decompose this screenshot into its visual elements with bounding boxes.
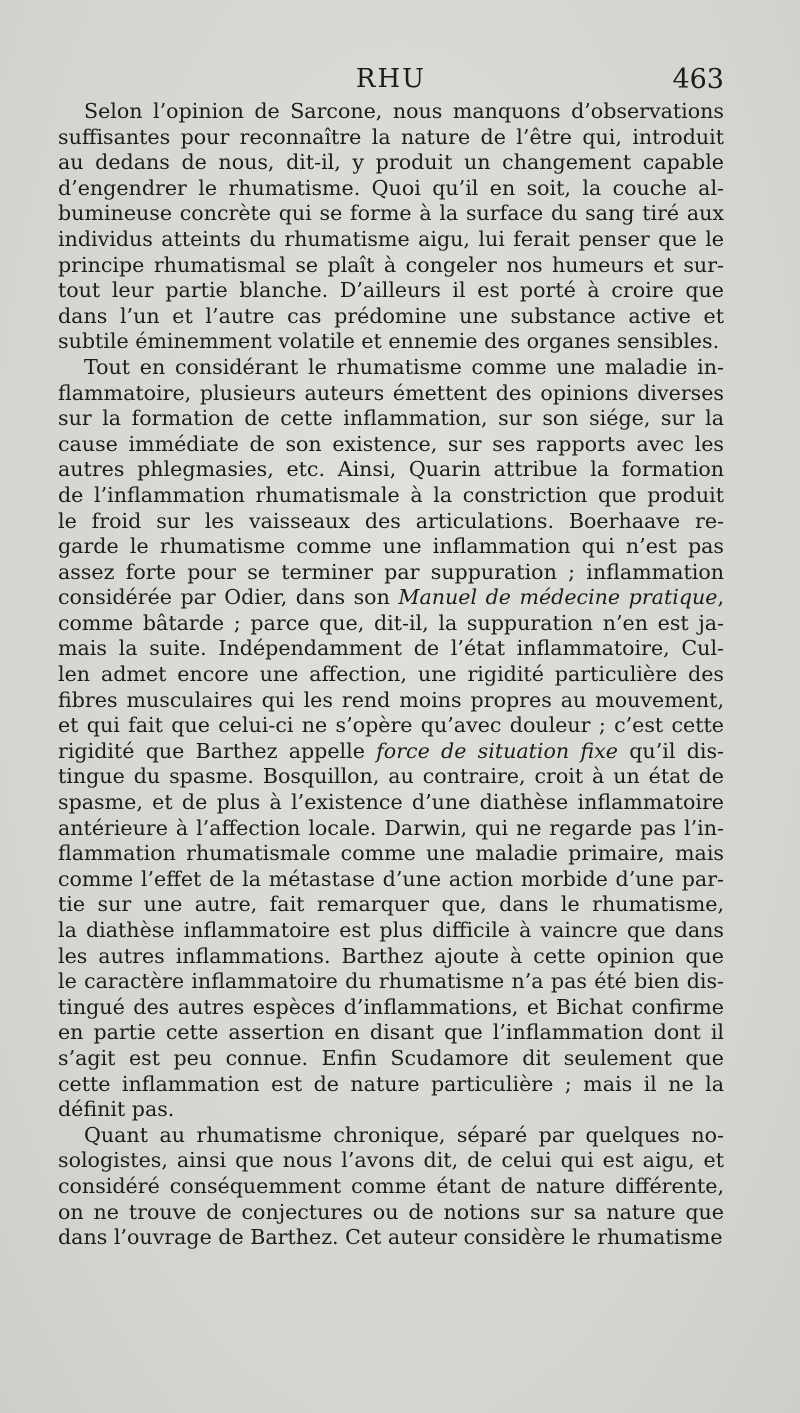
text-line — [58, 585, 724, 611]
text-segment: sologistes, ainsi que nous l’avons dit, de celui qui est aigu, et — [58, 1148, 724, 1173]
text-line — [58, 892, 724, 918]
text-line — [58, 764, 724, 790]
text-segment: Selon l’opinion de Sarcone, nous manquons d’observations — [84, 99, 724, 123]
text-line — [58, 381, 724, 407]
text-segment: spasme, et de plus à l’existence d’une diathèse inflammatoire — [58, 790, 724, 815]
text-segment: on ne trouve de conjectures ou de notions sur sa nature que — [58, 1199, 724, 1224]
text-segment: au dedans de nous, dit-il, y produit un changement capable — [58, 150, 724, 175]
text-segment: comme l’effet de la métastase d’une action morbide d’une par- — [58, 866, 724, 891]
text-line — [58, 816, 724, 842]
text-line — [58, 1123, 724, 1149]
text-line — [58, 1200, 724, 1226]
text-segment: la diathèse inflammatoire est plus difficile à vaincre que dans — [58, 918, 724, 942]
text-line — [58, 995, 724, 1021]
text-line — [58, 304, 724, 330]
text-segment: considéré conséquemment comme étant de nature différente, — [58, 1173, 724, 1198]
text-line — [58, 99, 724, 125]
text-line — [58, 125, 724, 151]
text-line — [58, 560, 724, 586]
text-line — [58, 1225, 724, 1251]
text-segment: suffisantes pour reconnaître la nature de l’être qui, introduit — [58, 124, 724, 149]
text-segment: fibres musculaires qui les rend moins propres au mouvement, — [58, 687, 724, 712]
text-segment: tingué des autres espèces d’inflammations, et Bichat confirme — [58, 994, 724, 1019]
text-line — [58, 1046, 724, 1072]
text-segment: Quant au rhumatisme chronique, séparé par quelques no- — [84, 1122, 724, 1147]
text-segment: , — [717, 585, 724, 610]
text-segment: considérée par Odier, dans son — [58, 585, 399, 610]
text-segment: rigidité que Barthez appelle — [58, 738, 377, 763]
text-segment: len admet encore une affection, une rigidité particulière des — [58, 662, 724, 687]
text-line — [58, 150, 724, 176]
text-segment: comme bâtarde ; parce que, dit-il, la suppuration n’en est ja- — [58, 610, 724, 635]
italic-title: Manuel de médecine pratique — [398, 585, 718, 610]
text-line — [58, 201, 724, 227]
text-line — [58, 867, 724, 893]
text-line — [58, 1097, 724, 1123]
paragraph — [58, 99, 724, 355]
text-segment: mais la suite. Indépendamment de l’état inflammatoire, Cul- — [58, 636, 724, 661]
text-segment: définit pas. — [58, 1097, 175, 1122]
text-segment: d’engendrer le rhumatisme. Quoi qu’il en soit, la couche al- — [58, 175, 724, 200]
text-line — [58, 688, 724, 714]
text-segment: dans l’un et l’autre cas prédomine une substance active et — [58, 303, 724, 328]
text-segment: garde le rhumatisme comme une inflammation qui n’est pas — [58, 534, 724, 559]
text-segment: cause immédiate de son existence, sur ses rapports avec les — [58, 431, 724, 456]
text-line — [58, 1174, 724, 1200]
text-segment: flammatoire, plusieurs auteurs émettent des opinions diverses — [58, 380, 724, 405]
text-segment: tout leur partie blanche. D’ailleurs il est porté à croire que — [58, 278, 724, 303]
text-line — [58, 918, 724, 944]
text-line — [58, 739, 724, 765]
text-line — [58, 841, 724, 867]
text-segment: s’agit est peu connue. Enfin Scudamore dit seulement que — [58, 1045, 724, 1070]
text-line — [58, 329, 724, 355]
text-segment: sur la formation de cette inflammation, sur son siége, sur la — [58, 406, 724, 431]
text-line — [58, 355, 724, 381]
page-number: 463 — [672, 64, 724, 95]
text-line — [58, 227, 724, 253]
text-segment: subtile éminemment volatile et ennemie des organes sensibles. — [58, 329, 720, 354]
text-segment: dans l’ouvrage de Barthez. Cet auteur considère le rhumatisme — [58, 1225, 723, 1250]
text-segment: le froid sur les vaisseaux des articulations. Boerhaave re- — [58, 508, 724, 533]
text-segment: flammation rhumatismale comme une maladie primaire, mais — [58, 841, 724, 866]
page-header — [58, 60, 724, 100]
text-line — [58, 1072, 724, 1098]
text-segment: antérieure à l’affection locale. Darwin, qui ne regarde pas l’in- — [58, 815, 724, 840]
text-segment: en partie cette assertion en disant que l’inflammation dont il — [58, 1020, 724, 1045]
text-line — [58, 611, 724, 637]
text-segment: Tout en considérant le rhumatisme comme une maladie in- — [84, 354, 724, 379]
text-segment: bumineuse concrète qui se forme à la surface du sang tiré aux — [58, 201, 724, 226]
paragraph — [58, 355, 724, 1123]
text-line — [58, 432, 724, 458]
running-head: RHU — [355, 64, 427, 94]
body-text — [58, 99, 724, 1251]
text-segment: tie sur une autre, fait remarquer que, dans le rhumatisme, — [58, 892, 724, 917]
text-segment: qu’il dis- — [617, 738, 724, 763]
text-line — [58, 636, 724, 662]
text-line — [58, 253, 724, 279]
text-segment: les autres inflammations. Barthez ajoute à cette opinion que — [58, 943, 724, 968]
text-line — [58, 534, 724, 560]
text-line — [58, 713, 724, 739]
text-segment: autres phlegmasies, etc. Ainsi, Quarin attribue la formation — [58, 457, 724, 482]
text-line — [58, 1148, 724, 1174]
text-segment: de l’inflammation rhumatismale à la constriction que produit — [58, 482, 724, 507]
text-segment: et qui fait que celui-ci ne s’opère qu’avec douleur ; c’est cette — [58, 713, 724, 738]
text-segment: assez forte pour se terminer par suppuration ; inflammation — [58, 559, 724, 584]
text-line — [58, 176, 724, 202]
text-line — [58, 790, 724, 816]
text-segment: principe rhumatismal se plaît à congeler nos humeurs et sur- — [58, 252, 724, 277]
text-line — [58, 278, 724, 304]
text-line — [58, 944, 724, 970]
text-segment: individus atteints du rhumatisme aigu, lui ferait penser que le — [58, 226, 724, 251]
text-segment: cette inflammation est de nature particulière ; mais il ne la — [58, 1071, 724, 1096]
paragraph — [58, 1123, 724, 1251]
text-line — [58, 406, 724, 432]
text-line — [58, 509, 724, 535]
text-segment: tingue du spasme. Bosquillon, au contraire, croit à un état de — [58, 764, 724, 789]
text-line — [58, 483, 724, 509]
text-line — [58, 969, 724, 995]
text-line — [58, 457, 724, 483]
text-segment: le caractère inflammatoire du rhumatisme n’a pas été bien dis- — [58, 969, 724, 994]
italic-title: force de situation fixe — [376, 738, 618, 763]
text-line — [58, 1020, 724, 1046]
text-line — [58, 662, 724, 688]
